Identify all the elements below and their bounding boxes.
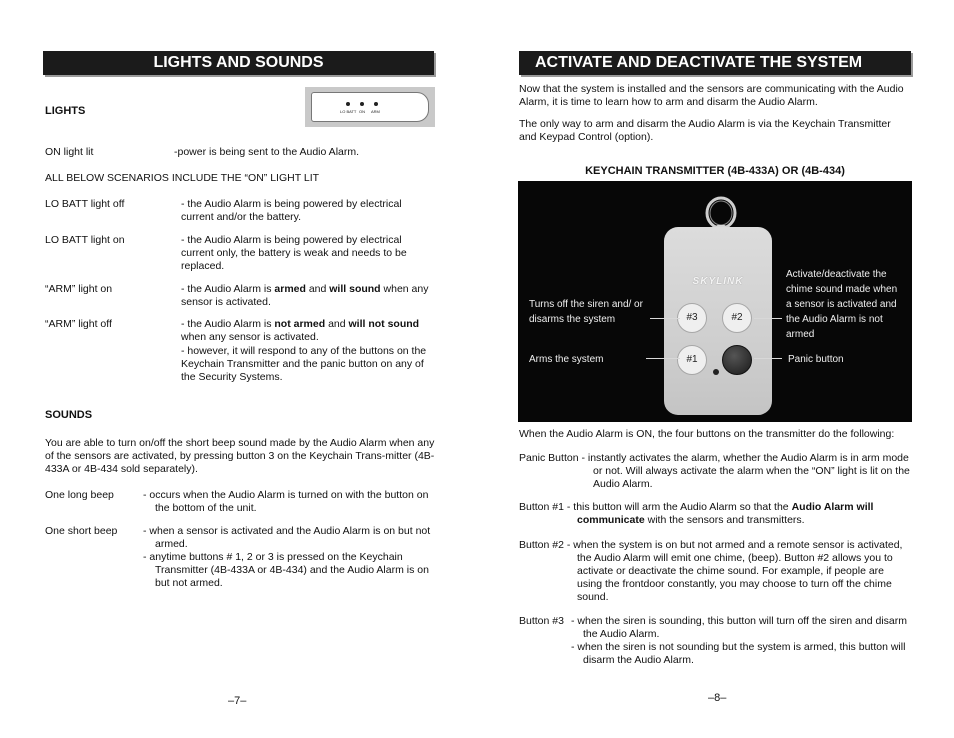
callout-button-2: Activate/deactivate the chime sound made when a sensor is activated and the Audio Alarm is not armed [786,269,898,340]
callout-panic-button: Panic button [788,354,844,365]
lobatt-on-label: LO BATT light on [45,234,125,246]
keychain-transmitter-photo [518,181,912,422]
on-led-label: ON [359,109,365,114]
long-beep-desc: - occurs when the Audio Alarm is turned on with the button on the bottom of the unit. [143,489,429,514]
page-number-right: –8– [708,692,727,704]
panic-button-desc: Panic Button - instantly activates the alarm, whether the Audio Alarm is in arm mode or not. Will always activate the alarm when the “ON” light is lit on the Audio Alarm. [519,452,910,490]
arm-led-icon [374,102,378,106]
intro-paragraph-1: Now that the system is installed and the sensors are communicating with the Audio Alarm, it is time to learn how to arm and disarm the Audio Alarm. [519,83,904,108]
intro-paragraph-2: The only way to arm and disarm the Audio Alarm is via the Keychain Transmitter and Keypad Control (option). [519,118,891,143]
callout-button-3: Turns off the siren and/ or disarms the system [529,299,643,325]
lights-heading: LIGHTS [45,105,86,117]
short-beep-desc-2: - anytime buttons # 1, 2 or 3 is pressed on the Keychain Transmitter (4B-433A or 4B-434) and the Audio Alarm is on but not armed. [143,551,429,589]
button-1-desc: Button #1 - this button will arm the Audio Alarm so that the Audio Alarm will communicate with the sensors and transmitters. [519,501,874,526]
panic-button[interactable] [722,345,752,375]
button-2-desc: Button #2 - when the system is on but not armed and a remote sensor is activated, the Audio Alarm will emit one chime, (beep). Button #2 allows you to activate or deactivate the chime sound. For example, if people are using the frontdoor constantly, you may choose to turn off the chime sound. [519,539,903,603]
button-3-label: Button #3 [519,615,564,627]
keychain-heading: KEYCHAIN TRANSMITTER (4B-433A) OR (4B-434) [585,165,845,177]
lobatt-on-desc: - the Audio Alarm is being powered by electrical current only, the battery is weak and needs to be replaced. [181,234,407,272]
fob-button-1[interactable]: #1 [677,345,707,375]
arm-off-desc: - the Audio Alarm is not armed and will not sound when any sensor is activated. [181,318,420,343]
buttons-intro: When the Audio Alarm is ON, the four buttons on the transmitter do the following: [519,428,895,440]
lo-batt-led-label: LO BATT [340,109,357,114]
scenarios-note: ALL BELOW SCENARIOS INCLUDE THE “ON” LIGHT LIT [45,172,320,184]
sounds-heading: SOUNDS [45,409,93,421]
keychain-fob [664,227,772,415]
lo-batt-led-icon [346,102,350,106]
arm-off-note: - however, it will respond to any of the buttons on the Keychain Transmitter and the panic button on any of the Security Systems. [181,345,427,383]
on-light-desc: -power is being sent to the Audio Alarm. [174,146,360,158]
activate-deactivate-banner: ACTIVATE AND DEACTIVATE THE SYSTEM [519,51,911,75]
short-beep-label: One short beep [45,525,118,537]
leader-line-button-2 [754,318,782,319]
leader-line-panic [754,358,782,359]
fob-button-3[interactable]: #3 [677,303,707,333]
arm-on-label: “ARM” light on [45,283,113,295]
arm-on-desc: - the Audio Alarm is armed and will sound when any sensor is activated. [181,283,429,308]
status-led-icon [713,369,719,375]
lobatt-off-label: LO BATT light off [45,198,125,210]
on-light-label: ON light lit [45,146,94,158]
sounds-intro: You are able to turn on/off the short beep sound made by the Audio Alarm when any of the sensors are activated, by pressing button 3 on the Keychain Trans-mitter (4B-433A or 4B-434 sold separately). [45,437,435,475]
button-3-desc-2: - when the siren is not sounding but the system is armed, this button will disarm the Audio Alarm. [571,641,906,666]
leader-line-button-3 [650,318,680,319]
skylink-brand-label: SKYLINK [692,276,744,287]
arm-led-label: ARM [371,109,380,114]
long-beep-label: One long beep [45,489,114,501]
callout-button-1: Arms the system [529,354,604,365]
page-number-left: –7– [228,695,247,707]
arm-off-label: “ARM” light off [45,318,112,330]
button-3-desc-1: - when the siren is sounding, this button will turn off the siren and disarm the Audio Alarm. [571,615,907,640]
on-led-icon [360,102,364,106]
leader-line-button-1 [646,358,680,359]
lights-and-sounds-banner: LIGHTS AND SOUNDS [43,51,434,75]
audio-alarm-lights-illustration [305,87,435,127]
fob-button-2[interactable]: #2 [722,303,752,333]
short-beep-desc-1: - when a sensor is activated and the Audio Alarm is on but not armed. [143,525,431,550]
lobatt-off-desc: - the Audio Alarm is being powered by electrical current and/or the battery. [181,198,402,223]
